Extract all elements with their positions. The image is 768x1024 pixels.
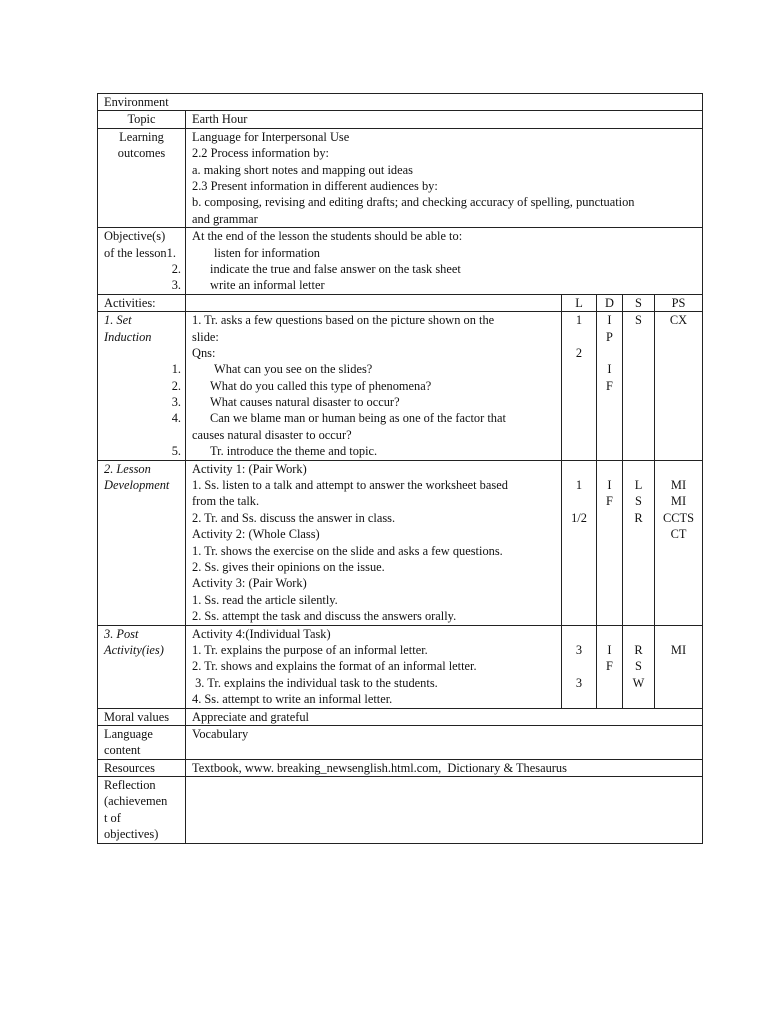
lesson-plan-table bbox=[97, 93, 703, 844]
set-induction-ps: CX bbox=[655, 312, 703, 461]
resources-row bbox=[98, 759, 703, 776]
lesson-development-l: 1 1/2 bbox=[562, 460, 597, 625]
col-header-s: S bbox=[623, 294, 655, 311]
post-activity-row bbox=[98, 625, 703, 708]
lesson-development-d: I F bbox=[597, 460, 623, 625]
activities-header-row bbox=[98, 294, 703, 311]
post-activity-ps: MI bbox=[655, 625, 703, 708]
reflection-row bbox=[98, 777, 703, 844]
topic-value: Earth Hour bbox=[186, 111, 703, 128]
objectives-label: Objective(s) of the lesson1. 2. 3. bbox=[98, 228, 186, 295]
lesson-development-row bbox=[98, 460, 703, 625]
learning-outcomes-label: Learning outcomes bbox=[98, 128, 186, 227]
col-header-l: L bbox=[562, 294, 597, 311]
moral-values-row bbox=[98, 708, 703, 725]
learning-outcomes-content: Language for Interpersonal Use 2.2 Process information by: a. making short notes and mapping out ideas 2.3 Present information in different audiences by: b. composing, revising and editing drafts; and checking accuracy of spelling, punctuation and grammar bbox=[186, 128, 703, 227]
activities-blank bbox=[186, 294, 562, 311]
section-title: Environment bbox=[98, 94, 703, 111]
topic-row bbox=[98, 111, 703, 128]
post-activity-content: Activity 4:(Individual Task) 1. Tr. explains the purpose of an informal letter. 2. Tr. shows and explains the format of an informal letter. 3. Tr. explains the individual task to the students. 4. Ss. attempt to write an informal letter. bbox=[186, 625, 562, 708]
language-content-label: Language content bbox=[98, 725, 186, 759]
moral-values-label: Moral values bbox=[98, 708, 186, 725]
set-induction-label: 1. Set Induction 1. 2. 3. 4. 5. bbox=[98, 312, 186, 461]
set-induction-d: I P I F bbox=[597, 312, 623, 461]
lesson-development-content: Activity 1: (Pair Work) 1. Ss. listen to a talk and attempt to answer the worksheet based from the talk. 2. Tr. and Ss. discuss the answer in class. Activity 2: (Whole Class) 1. Tr. shows the exercise on the slide and asks a few questions. 2. Ss. gives their opinions on the issue. Activity 3: (Pair Work) 1. Ss. read the article silently. 2. Ss. attempt the task and discuss the answers orally. bbox=[186, 460, 562, 625]
reflection-label: Reflection (achievemen t of objectives) bbox=[98, 777, 186, 844]
post-activity-d: I F bbox=[597, 625, 623, 708]
post-activity-label: 3. Post Activity(ies) bbox=[98, 625, 186, 708]
post-activity-l: 3 3 bbox=[562, 625, 597, 708]
lesson-plan-document bbox=[97, 93, 702, 844]
post-activity-s: R S W bbox=[623, 625, 655, 708]
moral-values-value: Appreciate and grateful bbox=[186, 708, 703, 725]
set-induction-l: 1 2 bbox=[562, 312, 597, 461]
lesson-development-ps: MI MI CCTS CT bbox=[655, 460, 703, 625]
reflection-value bbox=[186, 777, 703, 844]
objectives-row bbox=[98, 228, 703, 295]
set-induction-s: S bbox=[623, 312, 655, 461]
resources-label: Resources bbox=[98, 759, 186, 776]
col-header-ps: PS bbox=[655, 294, 703, 311]
objectives-content: At the end of the lesson the students should be able to: listen for information indicate the true and false answer on the task sheet write an informal letter bbox=[186, 228, 703, 295]
lesson-development-label: 2. Lesson Development bbox=[98, 460, 186, 625]
lesson-development-s: L S R bbox=[623, 460, 655, 625]
language-content-value: Vocabulary bbox=[186, 725, 703, 759]
resources-value: Textbook, www. breaking_newsenglish.html.com, Dictionary & Thesaurus bbox=[186, 759, 703, 776]
topic-label: Topic bbox=[98, 111, 186, 128]
activities-label: Activities: bbox=[98, 294, 186, 311]
set-induction-row bbox=[98, 312, 703, 461]
col-header-d: D bbox=[597, 294, 623, 311]
learning-outcomes-row bbox=[98, 128, 703, 227]
language-content-row bbox=[98, 725, 703, 759]
environment-row bbox=[98, 94, 703, 111]
set-induction-content: 1. Tr. asks a few questions based on the picture shown on the slide: Qns: What can you see on the slides? What do you called this type of phenomena? What causes natural disaster to occur? Can we blame man or human being as one of the factor that causes natural disaster to occur? Tr. introduce the theme and topic. bbox=[186, 312, 562, 461]
